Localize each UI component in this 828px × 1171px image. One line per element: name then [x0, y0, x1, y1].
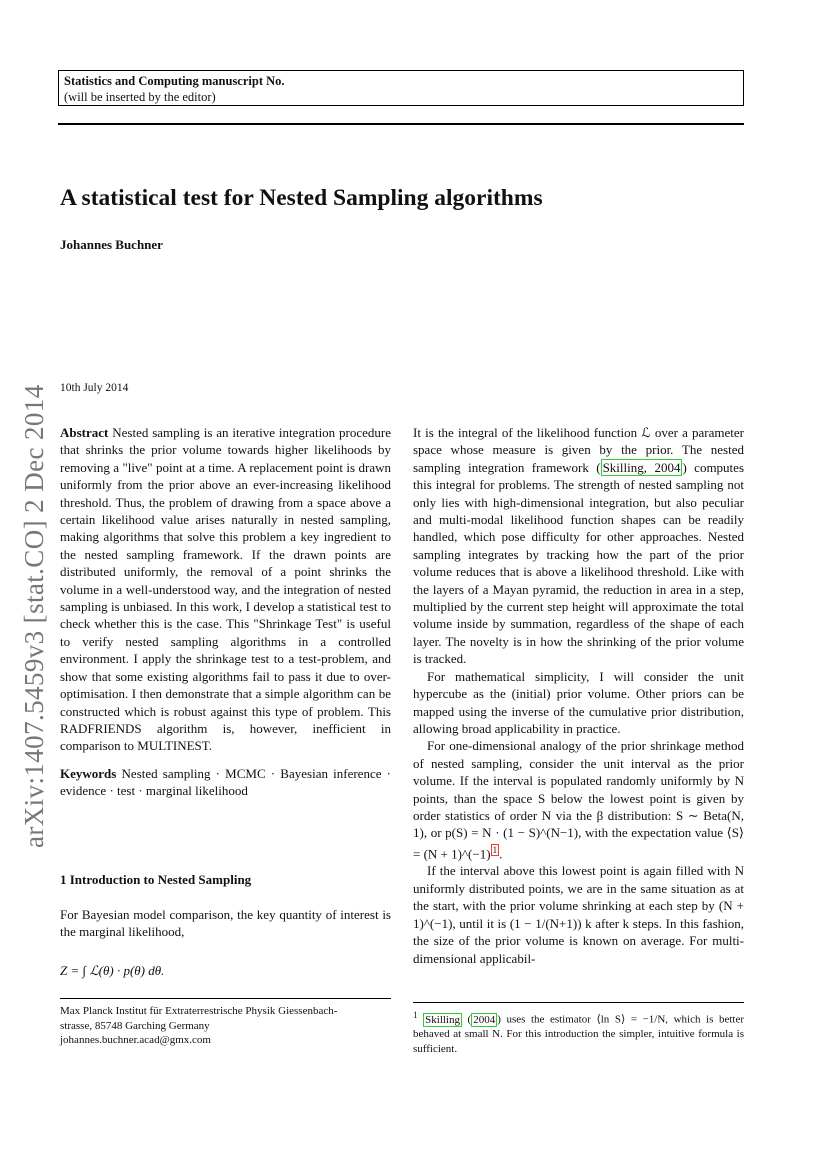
header-rule: [58, 123, 744, 125]
paragraph: If the interval above this lowest point is again filled with N uniformly distributed points, we are in the same situation as at the start, with the prior volume shrinking at each step by (N + 1)^(−1), until it is (1 − 1/(N+1)) k after k steps. In this fashion, the size of the prior volume is known on average. For multi-dimensional applicabil-: [413, 863, 744, 966]
abstract-text: Nested sampling is an iterative integration procedure that shrinks the prior volume towards higher likelihoods by removing a "live" point at a time. A replacement point is drawn uniformly from the prior above an ever-increasing likelihood threshold. Thus, the problem of drawing from a space above a certain likelihood value arises naturally in nested sampling, making algorithms that solve this problem a key ingredient to the nested sampling framework. If the drawn points are distributed uniformly, the removal of a point shrinks the volume in a well-understood way, and the integration of nested sampling is unbiased. In this work, I develop a statistical test to check whether this is the case. This "Shrinkage Test" is useful to verify nested sampling algorithms in a controlled environment. I apply the shrinkage test to a test-problem, and show that some existing algorithms fail to pass it due to over-optimisation. I then demonstrate that a simple algorithm can be constructed which is robust against this type of problem. This RADFRIENDS algorithm is, however, inefficient in comparison to MULTINEST.: [60, 425, 392, 754]
affiliation-line: strasse, 85748 Garching Germany: [60, 1019, 210, 1032]
affiliation: [60, 1004, 400, 1048]
keywords-label: Keywords: [60, 765, 117, 781]
citation-author: Skilling: [425, 1013, 460, 1026]
abstract-label: Abstract: [60, 425, 109, 440]
intro-paragraph: [60, 906, 391, 941]
citation-link[interactable]: Skilling, 2004: [602, 459, 681, 475]
intro-text: For Bayesian model comparison, the key quantity of interest is the marginal likelihood,: [60, 907, 391, 940]
journal-header-box: [58, 70, 744, 106]
footnote-rule: [413, 1002, 744, 1003]
paragraph: [413, 424, 744, 668]
affiliation-line: Max Planck Institut für Extraterrestrische Physik Giessenbach-: [60, 1005, 338, 1017]
footnote-text: uses the estimator ⟨ln S⟩ = −1/N, which is better behaved at small N. For this introduction the simpler, intuitive formula is sufficient.: [413, 1013, 744, 1055]
author-email: johannes.buchner.acad@gmx.com: [60, 1034, 211, 1046]
keywords-text: Nested sampling · MCMC · Bayesian inference · evidence · test · marginal likelihood: [60, 765, 392, 799]
keywords: [60, 765, 391, 800]
author-name: Johannes Buchner: [60, 237, 163, 252]
right-column: [413, 424, 744, 967]
paragraph: For mathematical simplicity, I will consider the unit hypercube as the (initial) prior volume. Other priors can be mapped using the inverse of the cumulative prior distribution, allowing broad applicability in practice.: [413, 668, 744, 736]
footnote: $^1$ Skilling ( 2004 ) uses the estimator ⟨ln S⟩ = −1/N, which is better behaved at small N. For this introduction the simpler, intuitive formula is sufficient.: [413, 1010, 744, 1055]
arxiv-identifier: arXiv:1407.5459v3 [stat.CO] 2 Dec 2014: [19, 384, 49, 848]
footnote-link[interactable]: 1: [492, 844, 498, 855]
affiliation-rule: [60, 998, 391, 999]
citation-year: 2004: [654, 459, 681, 475]
footnote-number: 1: [413, 1010, 418, 1020]
citation-author: Skilling: [602, 459, 644, 475]
paragraph: [413, 737, 744, 862]
left-column: [60, 424, 391, 800]
abstract: [60, 424, 391, 755]
paragraph-text: .: [499, 846, 503, 862]
marginal-likelihood-equation: Z = ∫ ℒ(θ) · p(θ) dθ.: [60, 963, 165, 978]
paragraph-text: For one-dimensional analogy of the prior shrinkage method of nested sampling, consider the unit interval as the prior volume. If the interval is populated randomly uniformly by N points, than the space S below the lowest point is given by order statistics of order N via the β distribution: S ∼ Beta(N, 1), or p(S) = N · (1 − S)^(N−1), with the expectation value ⟨S⟩ = (N + 1)^(−1): [413, 738, 744, 862]
footnote-citation-link[interactable]: [423, 1013, 462, 1027]
paper-title: A statistical test for Nested Sampling algorithms: [60, 185, 543, 211]
footnote-citation-year-link[interactable]: 2004: [473, 1013, 496, 1026]
section-heading: 1 Introduction to Nested Sampling: [60, 872, 252, 887]
paragraph-text: ) computes this integral for problems. The strength of nested sampling not only lies with high-dimensional integration, but also peculiar and multi-modal likelihood function shapes can be readily handled, which pose difficulty for other approaches. Nested sampling integrates by tracking how the part of the prior volume reduces that is above a likelihood threshold. Like with the layers of a Mayan pyramid, the reduction in area in a step, multiplied by the current step height will approximate the total volume inside by summation, regardless of the shape of each layer. The novelty is in how the shrinking of the prior volume is tracked.: [413, 459, 745, 667]
received-date: 10th July 2014: [60, 382, 129, 394]
journal-name: Statistics and Computing manuscript No.: [64, 74, 285, 88]
editor-note: (will be inserted by the editor): [64, 90, 216, 104]
paragraph-text: It is the integral of the likelihood function ℒ over a parameter space whose measure is given by the prior. The nested sampling integration framework (: [413, 425, 744, 475]
